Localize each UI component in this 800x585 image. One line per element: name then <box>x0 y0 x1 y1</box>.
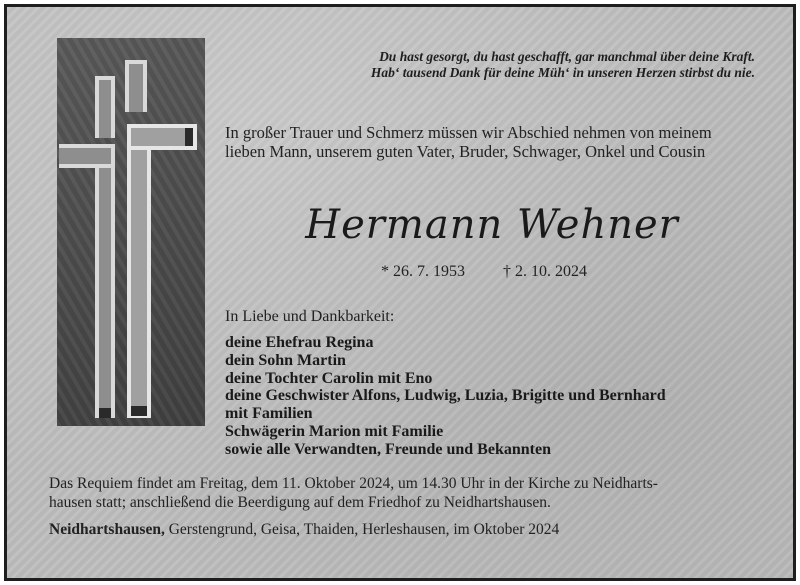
closing-line <box>49 521 769 539</box>
stone-panel <box>57 38 205 426</box>
requiem-line-1: Das Requiem findet am Freitag, dem 11. Oktober 2024, um 14.30 Uhr in der Kirche zu Neidharts- <box>49 475 658 492</box>
requiem-info <box>49 475 769 512</box>
mourners-list <box>225 334 745 459</box>
mourner-item: deine Geschwister Alfons, Ludwig, Luzia, Brigitte und Bernhard <box>225 387 666 405</box>
obituary-frame <box>4 4 796 581</box>
engraved-double-cross-icon <box>57 38 205 426</box>
intro-line-2: lieben Mann, unserem guten Vater, Bruder, Schwager, Onkel und Cousin <box>225 142 706 161</box>
mourner-item: deine Ehefrau Regina <box>225 334 374 351</box>
mourner-item: dein Sohn Martin <box>225 351 346 369</box>
birth-date: * 26. 7. 1953 <box>381 263 465 280</box>
mourner-item: sowie alle Verwandten, Freunde und Bekannten <box>225 440 551 458</box>
mourner-item: deine Tochter Carolin mit Eno <box>225 369 433 387</box>
mourner-item: mit Familien <box>225 405 313 423</box>
mourners-title: In Liebe und Dankbarkeit: <box>225 308 395 325</box>
deceased-name: Hermann Wehner <box>305 202 679 248</box>
intro-text <box>225 123 765 161</box>
life-dates <box>381 263 587 281</box>
requiem-line-2: hausen statt; anschließend die Beerdigung auf dem Friedhof zu Neidhartshausen. <box>49 493 551 511</box>
closing-place: Neidhartshausen, <box>49 521 165 538</box>
memorial-quote <box>235 49 755 81</box>
intro-line-1: In großer Trauer und Schmerz müssen wir Abschied nehmen von meinem <box>225 123 712 142</box>
closing-rest: Gerstengrund, Geisa, Thaiden, Herleshausen, im Oktober 2024 <box>164 521 560 538</box>
quote-line-1: Du hast gesorgt, du hast geschafft, gar manchmal über deine Kraft. <box>379 49 755 64</box>
mourner-item: Schwägerin Marion mit Familie <box>225 422 444 440</box>
death-date: † 2. 10. 2024 <box>503 263 587 280</box>
quote-line-2: Hab‘ tausend Dank für deine Müh‘ in unseren Herzen stirbst du nie. <box>370 65 755 80</box>
